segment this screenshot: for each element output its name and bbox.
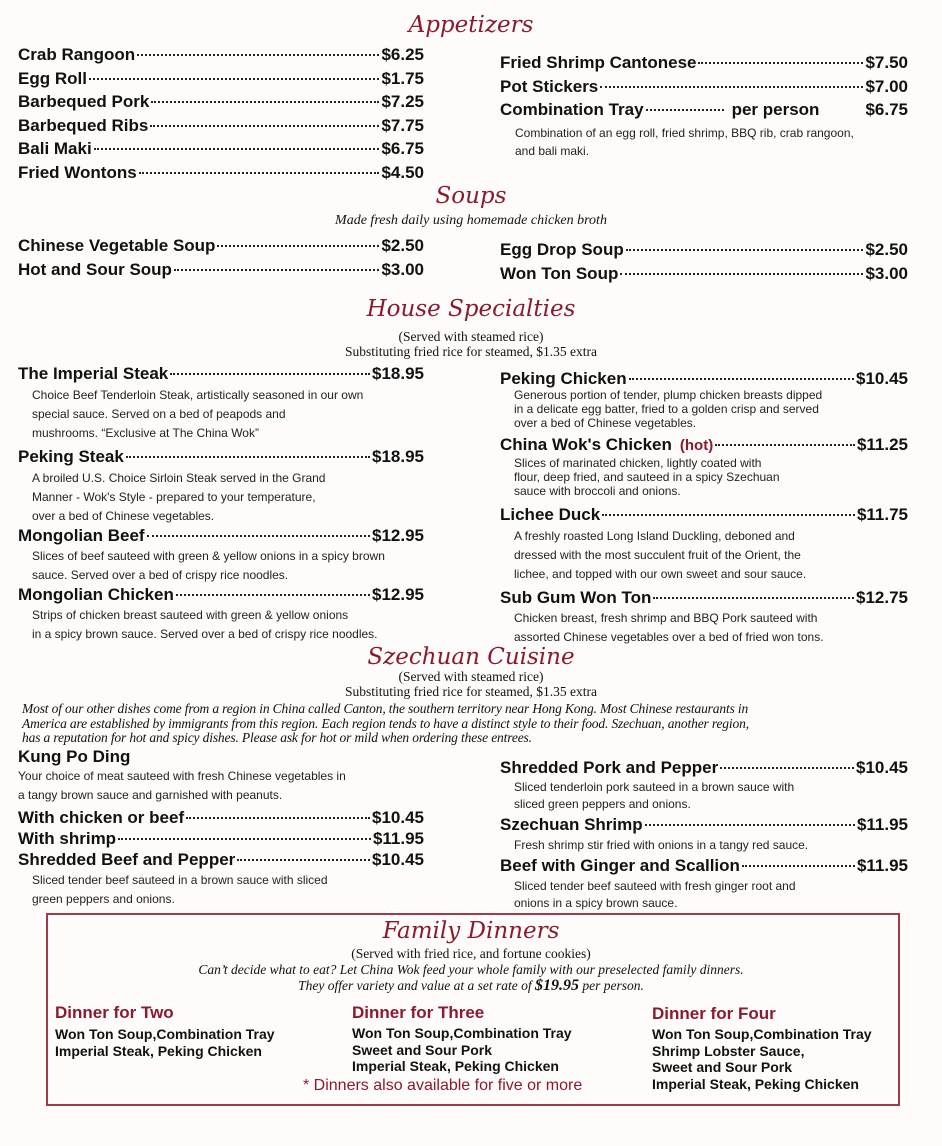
menu-item [500, 758, 908, 779]
menu-item [18, 808, 424, 829]
item-name: Szechuan Shrimp [500, 815, 643, 834]
item-price: $7.50 [865, 53, 908, 72]
szechuan-note-substitute: Substituting fried rice for steamed, $1.35 extra [345, 684, 597, 699]
item-name: Crab Rangoon [18, 45, 136, 64]
soups-left-list [18, 236, 424, 283]
menu-item [18, 260, 424, 284]
szechuan-intro: Most of our other dishes come from a region in China called Canton, the southern territory near Hong Kong. Most Chinese restaurants in America are established by immigrants from this region. Each region tends to have a distinct style to their food. Szechuan, another region, has a reputation for hot and spicy dishes. Please ask for hot or mild when ordering these entrees. [22, 701, 749, 745]
item-description: Sliced tenderloin pork sauteed in a brown sauce with sliced green peppers and onions. [514, 780, 795, 811]
item-description: Your choice of meat sauteed with fresh Chinese vegetables in a tangy brown sauce and garnished with peanuts. [18, 769, 346, 802]
item-name: Fried Shrimp Cantonese [500, 53, 697, 72]
dinner-item: Won Ton Soup,Combination Tray [55, 1026, 275, 1042]
item-name: With shrimp [18, 829, 117, 848]
item-price: $1.75 [381, 68, 424, 88]
item-name: Barbequed Pork [18, 92, 150, 112]
menu-item [18, 69, 424, 93]
item-price: $2.50 [381, 236, 424, 255]
item-price: $3.00 [865, 263, 908, 283]
item-price: $10.45 [372, 808, 424, 827]
item-price: $11.95 [856, 856, 908, 875]
dinner-item: Shrimp Lobster Sauce, [652, 1042, 805, 1059]
menu-item [500, 856, 908, 878]
item-price: $10.45 [372, 850, 424, 869]
szechuan-note-rice: (Served with steamed rice) [398, 669, 544, 684]
item-price: $6.75 [865, 100, 908, 120]
item-name: Egg Drop Soup [500, 240, 624, 259]
family-dinners-heading: Family Dinners [382, 918, 560, 944]
menu-item [18, 236, 424, 260]
soups-heading: Soups [435, 183, 507, 209]
dinner-item: Sweet and Sour Pork [352, 1041, 493, 1058]
item-name: Shredded Beef and Pepper [18, 850, 236, 869]
item-description: Fresh shrimp stir fried with onions in a tangy red sauce. [514, 838, 809, 852]
dinner-title: Dinner for Three [352, 1003, 485, 1022]
soups-subtitle: Made fresh daily using homemade chicken broth [335, 213, 607, 228]
item-name: Hot and Sour Soup [18, 259, 172, 279]
appetizers-left-list [18, 45, 424, 187]
item-name: Mongolian Chicken [18, 585, 174, 604]
dinner-item: Imperial Steak, Peking Chicken [55, 1042, 262, 1059]
dinner-item: Won Ton Soup,Combination Tray [352, 1025, 572, 1041]
item-name: Fried Wontons [18, 162, 137, 182]
szechuan-left-list [18, 747, 424, 909]
menu-item [18, 850, 424, 871]
item-name: Shredded Pork and Pepper [500, 758, 719, 777]
menu-item [18, 139, 424, 163]
house-specialties-heading: House Specialties [366, 296, 576, 322]
item-description: Slices of beef sauteed with green & yellow onions in a spicy brown sauce. Served over a bed of crispy rice noodles. [32, 549, 385, 582]
house-left-list [18, 364, 424, 644]
menu-item [18, 526, 424, 547]
item-name: With chicken or beef [18, 808, 185, 827]
item-name: Chinese Vegetable Soup [18, 236, 216, 255]
menu-item [500, 264, 908, 288]
item-price: $4.50 [381, 162, 424, 182]
menu-item [18, 92, 424, 116]
item-price: $18.95 [372, 447, 424, 466]
item-name: Pot Stickers [500, 76, 599, 96]
menu-item [18, 45, 424, 69]
item-price: $18.95 [372, 364, 424, 383]
menu-item [18, 364, 424, 386]
szechuan-heading: Szechuan Cuisine [367, 644, 575, 670]
item-price: $2.50 [865, 240, 908, 259]
item-description: Sliced tender beef sauteed with fresh ginger root and onions in a spicy brown sauce. [514, 879, 796, 910]
szechuan-right-list [500, 758, 908, 912]
item-description: Strips of chicken breast sauteed with green & yellow onions in a spicy brown sauce. Served over a bed of crispy rice noodles. [32, 608, 378, 641]
item-description: Sliced tender beef sauteed in a brown sauce with sliced green peppers and onions. [32, 873, 328, 906]
item-name: Lichee Duck [500, 505, 601, 524]
item-price: $11.95 [856, 815, 908, 834]
item-price: $12.95 [372, 585, 424, 604]
item-description: Generous portion of tender, plump chicken breasts dipped in a delicate egg batter, fried to a golden crisp and served over a bed of Chinese vegetables. [514, 388, 823, 430]
item-name: Egg Roll [18, 68, 87, 88]
menu-item [18, 585, 424, 606]
house-right-list [500, 369, 908, 647]
dinner-item: Sweet and Sour Pork [652, 1059, 793, 1075]
menu-item [500, 77, 908, 101]
dinner-item: Imperial Steak, Peking Chicken [352, 1058, 559, 1074]
item-price: $7.25 [381, 92, 424, 112]
item-price: $7.75 [381, 115, 424, 135]
menu-item [500, 588, 908, 609]
dinner-item: Imperial Steak, Peking Chicken [652, 1075, 859, 1092]
menu-item [500, 435, 908, 456]
item-name: Barbequed Ribs [18, 115, 149, 135]
family-footnote: * Dinners also available for five or more [303, 1077, 583, 1094]
item-price: $11.95 [372, 829, 424, 848]
item-price: $7.00 [865, 76, 908, 96]
menu-item [18, 447, 424, 469]
dinner-for-three [352, 1003, 572, 1075]
item-description: Combination of an egg roll, fried shrimp, BBQ rib, crab rangoon, and bali maki. [515, 125, 854, 158]
menu-item [18, 747, 424, 767]
family-price: $19.95 [535, 977, 580, 994]
menu-item [500, 369, 908, 388]
item-name: Bali Maki [18, 139, 92, 159]
menu-item [500, 505, 908, 527]
item-name: Sub Gum Won Ton [500, 588, 652, 607]
hot-label: (hot) [679, 437, 714, 454]
item-price: $11.25 [856, 435, 908, 454]
appetizers-heading: Appetizers [408, 12, 534, 38]
family-note: (Served with fried rice, and fortune cookies) [351, 946, 591, 961]
item-price: $12.95 [372, 526, 424, 545]
item-description: A broiled U.S. Choice Sirloin Steak served in the Grand Manner - Wok's Style - prepared to your temperature, over a bed of Chinese vegetables. [32, 471, 326, 523]
item-price: $10.45 [856, 369, 908, 388]
menu-item [500, 240, 908, 264]
item-price: $12.75 [856, 588, 908, 607]
family-line2: They offer variety and value at a set rate of $19.95 per person. [298, 977, 644, 994]
item-name: China Wok's Chicken [500, 435, 672, 454]
menu-item [18, 829, 424, 850]
soups-right-list [500, 240, 908, 287]
item-price: $3.00 [381, 259, 424, 279]
dinner-title: Dinner for Four [652, 1004, 776, 1023]
item-name: Beef with Ginger and Scallion [500, 856, 740, 875]
dinner-for-four [652, 1004, 872, 1092]
item-per-person: per person [731, 100, 820, 120]
dinner-title: Dinner for Two [55, 1003, 174, 1022]
item-name: Kung Po Ding [18, 747, 131, 766]
item-price: $10.45 [856, 758, 908, 777]
house-note-rice: (Served with steamed rice) [398, 329, 544, 344]
item-description: Slices of marinated chicken, lightly coated with flour, deep fried, and sauteed in a spicy Szechuan sauce with broccoli and onions. [514, 456, 780, 498]
item-description: Choice Beef Tenderloin Steak, artistically seasoned in our own special sauce. Served on a bed of peapods and mushrooms. “Exclusive at The China Wok” [32, 388, 364, 440]
dinner-item: Won Ton Soup,Combination Tray [652, 1026, 872, 1042]
item-name: Peking Chicken [500, 369, 627, 388]
item-price: $11.75 [856, 505, 908, 524]
menu-item [18, 116, 424, 140]
house-note-substitute: Substituting fried rice for steamed, $1.35 extra [345, 344, 597, 359]
item-name: Combination Tray [500, 100, 644, 120]
dinner-for-two [55, 1003, 275, 1059]
item-name: Mongolian Beef [18, 526, 145, 545]
item-name: Peking Steak [18, 447, 124, 466]
item-price: $6.25 [381, 45, 424, 64]
item-name: Won Ton Soup [500, 263, 619, 283]
menu-item [500, 53, 908, 77]
appetizers-right-list [500, 53, 908, 160]
menu-item [500, 100, 908, 124]
item-description: Chicken breast, fresh shrimp and BBQ Pork sauteed with assorted Chinese vegetables over a bed of fried won tons. [514, 611, 824, 644]
item-description: A freshly roasted Long Island Duckling, deboned and dressed with the most succulent fruit of the Orient, the lichee, and topped with our own sweet and sour sauce. [514, 529, 807, 581]
menu-item [500, 815, 908, 837]
family-line1: Can’t decide what to eat? Let China Wok feed your whole family with our preselected family dinners. [198, 962, 744, 977]
item-price: $6.75 [381, 139, 424, 159]
item-name: The Imperial Steak [18, 364, 169, 383]
